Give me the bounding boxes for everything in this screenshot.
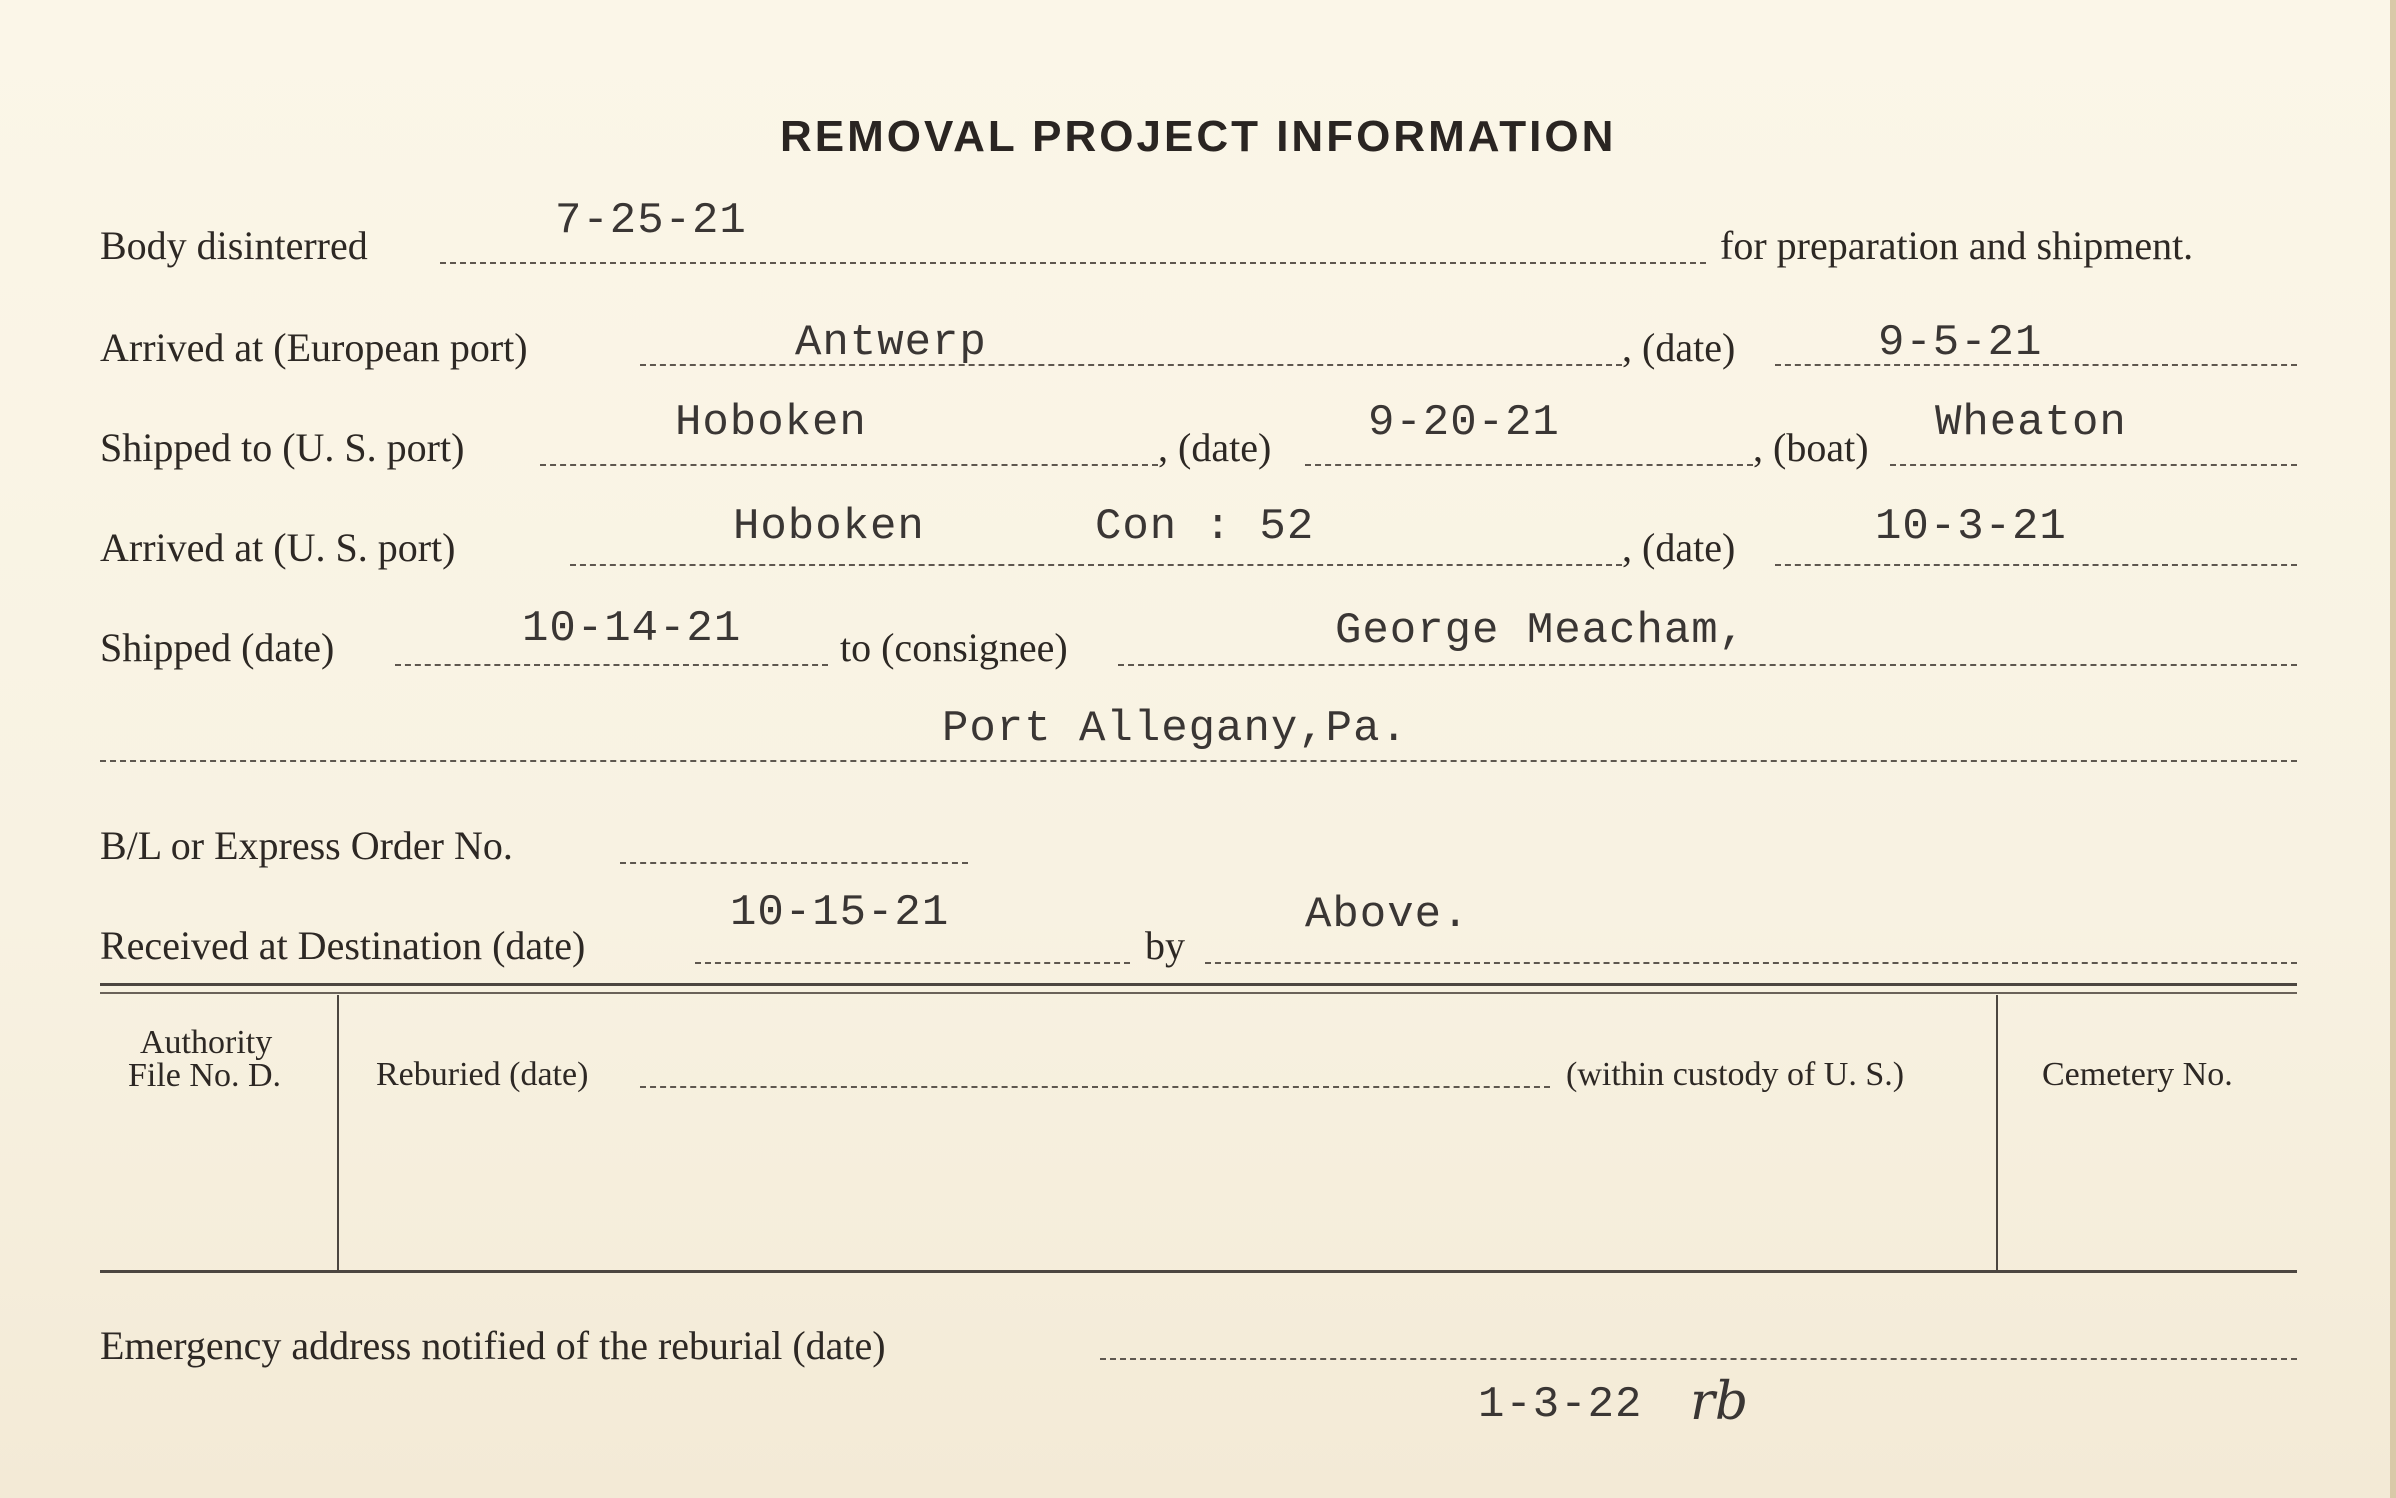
- emergency-date-value: 1-3-22: [1478, 1380, 1643, 1430]
- shipped-date-label: Shipped (date): [100, 625, 335, 670]
- emergency-line: [1100, 1358, 2297, 1360]
- us-port-arrived-value: Hoboken: [733, 502, 925, 552]
- body-disinterred-line: [440, 262, 1706, 264]
- preparation-suffix-label: for preparation and shipment.: [1720, 223, 2194, 268]
- box-top-rule-inner: [100, 992, 2297, 994]
- consignee-address-value: Port Allegany,Pa.: [942, 704, 1408, 754]
- us-port-shipped-date-label: , (date): [1158, 425, 1272, 470]
- express-order-label: B/L or Express Order No.: [100, 823, 513, 868]
- european-port-date-value: 9-5-21: [1878, 318, 2043, 368]
- us-port-arrived-label: Arrived at (U. S. port): [100, 525, 456, 570]
- reburied-line: [640, 1086, 1550, 1088]
- emergency-label: Emergency address notified of the reburial (date): [100, 1323, 886, 1368]
- body-disinterred-value: 7-25-21: [555, 196, 747, 246]
- us-port-arrived-line: [570, 564, 1622, 566]
- box-bottom-rule: [100, 1270, 2297, 1273]
- received-by-value: Above.: [1305, 890, 1470, 940]
- us-port-shipped-value: Hoboken: [675, 398, 867, 448]
- us-port-arrived-date-value: 10-3-21: [1875, 502, 2067, 552]
- us-port-shipped-line: [540, 464, 1158, 466]
- consignee-label: to (consignee): [840, 625, 1068, 670]
- european-port-line: [640, 364, 1622, 366]
- received-destination-value: 10-15-21: [730, 888, 950, 938]
- us-port-shipped-date-line: [1305, 464, 1753, 466]
- shipped-date-value: 10-14-21: [522, 604, 742, 654]
- emergency-initials: rb: [1690, 1372, 1749, 1432]
- card-title: REMOVAL PROJECT INFORMATION: [780, 112, 1617, 161]
- body-disinterred-label: Body disinterred: [100, 223, 368, 268]
- consignee-address-line: [100, 760, 2297, 762]
- box-divider-right: [1996, 995, 1998, 1270]
- express-order-line: [620, 862, 968, 864]
- received-destination-line: [695, 962, 1130, 964]
- us-port-arrived-date-label: , (date): [1622, 525, 1736, 570]
- box-divider-left: [337, 995, 339, 1270]
- authority-file-label: File No. D.: [128, 1057, 281, 1094]
- container-number-value: Con : 52: [1095, 502, 1315, 552]
- us-port-shipped-label: Shipped to (U. S. port): [100, 425, 465, 470]
- boat-label: , (boat): [1753, 425, 1869, 470]
- european-port-date-label: , (date): [1622, 325, 1736, 370]
- consignee-value: George Meacham,: [1335, 606, 1747, 656]
- consignee-line: [1118, 664, 2297, 666]
- boat-value: Wheaton: [1935, 398, 2127, 448]
- boat-line: [1890, 464, 2297, 466]
- shipped-date-line: [395, 664, 828, 666]
- received-by-line: [1205, 962, 2297, 964]
- us-port-shipped-date-value: 9-20-21: [1368, 398, 1560, 448]
- european-port-label: Arrived at (European port): [100, 325, 528, 370]
- reburied-label: Reburied (date): [376, 1056, 589, 1093]
- authority-label: Authority: [140, 1024, 273, 1061]
- received-by-label: by: [1145, 923, 1185, 968]
- received-destination-label: Received at Destination (date): [100, 923, 586, 968]
- european-port-value: Antwerp: [795, 318, 987, 368]
- box-top-rule: [100, 983, 2297, 986]
- custody-label: (within custody of U. S.): [1566, 1056, 1905, 1093]
- cemetery-label: Cemetery No.: [2042, 1056, 2233, 1093]
- us-port-arrived-date-line: [1775, 564, 2297, 566]
